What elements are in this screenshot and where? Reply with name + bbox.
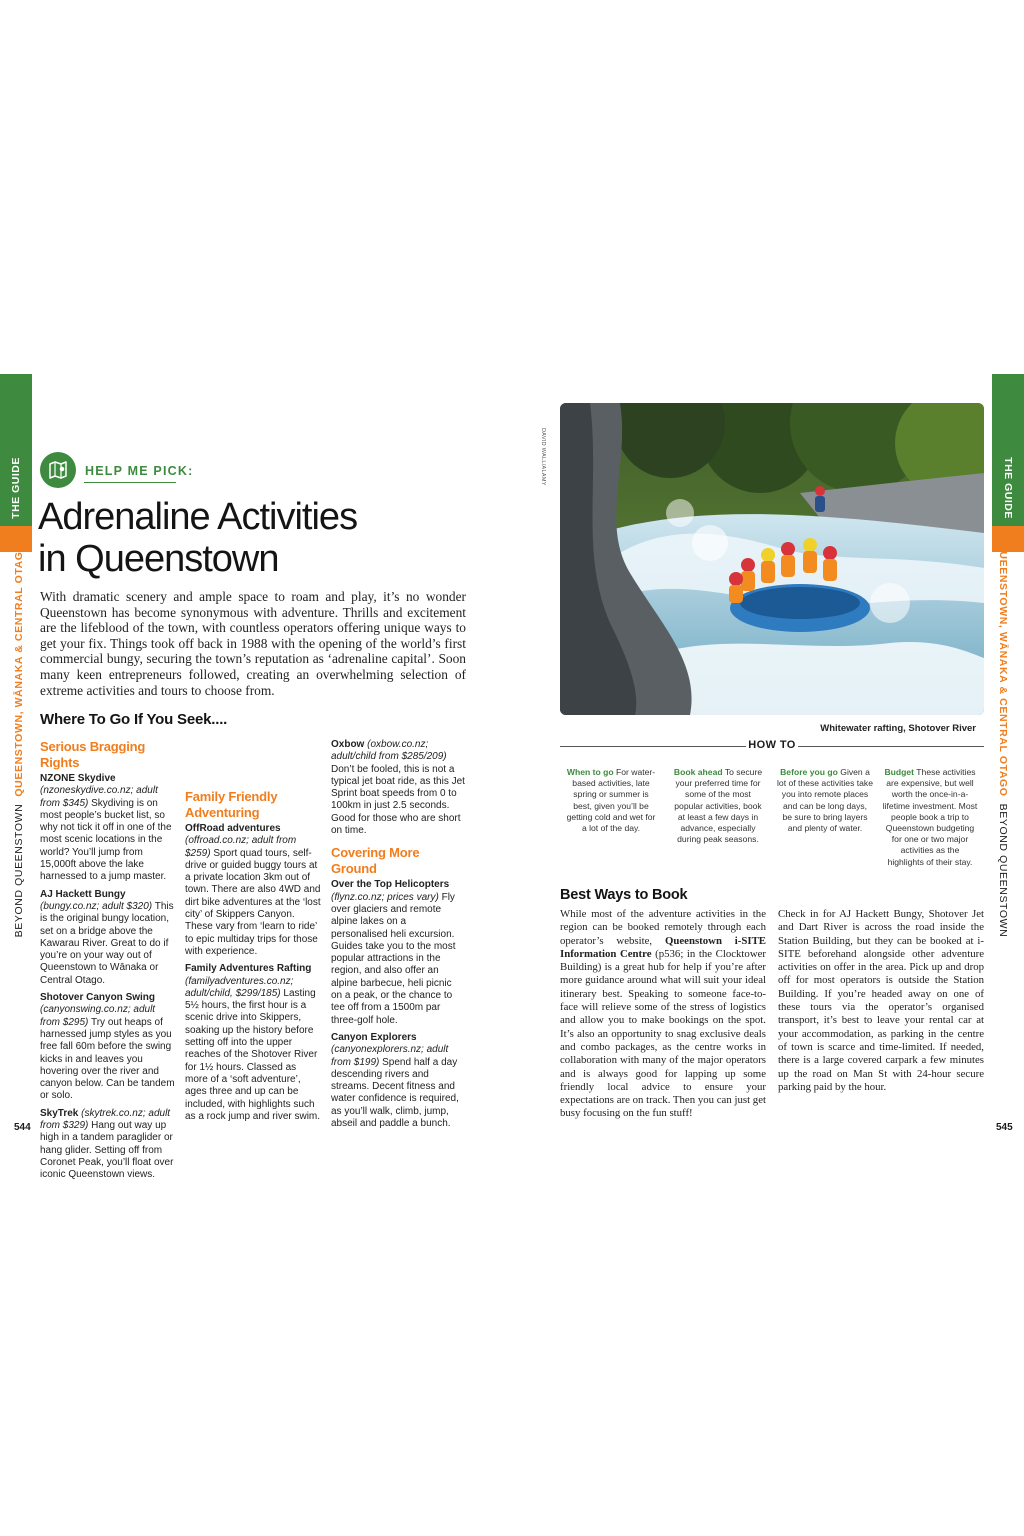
entry-family-rafting [185, 963, 321, 1123]
entry-canyon-explorers-info: (canyonexplorers.nz; adult from $199) [331, 1044, 449, 1068]
entry-oxbow [331, 739, 465, 837]
entry-heli [331, 879, 465, 1027]
entry-nzone-info: (nzoneskydive.co.nz; adult from $345) [40, 785, 158, 809]
entry-nzone-name: NZONE Skydive [40, 773, 116, 784]
photo-caption: Whitewater rafting, Shotover River [820, 723, 976, 734]
best-ways-isite: Queenstown i-SITE Information Centre [560, 934, 767, 960]
entry-aj-hackett-name: AJ Hackett Bungy [40, 888, 126, 900]
intro-paragraph: With dramatic scenery and ample space to roam and play, it’s no wonder Queenstown has become synonymous with adventure. Thrills and excitement are the lifeblood of the town, with countless operators offering unique ways to get your fix. Things took off back in 1988 with the opening of the world’s first commercial bungy, securing the town’s reputation as ‘adrenaline capital’. Soon many keen entrepreneurs followed, creating an overwhelming selection of extreme activities and tours to choose from. [40, 589, 466, 698]
entry-skytrek-info: (skytrek.co.nz; adult from $329) [40, 1107, 171, 1132]
entry-family-rafting-name: Family Adventures Rafting [185, 963, 312, 975]
entry-heli-name: Over the Top Helicopters [331, 879, 450, 891]
running-head-left-plain: BEYOND QUEENSTOWN [13, 803, 25, 938]
how-to-when-label: When to go [566, 767, 614, 777]
entry-shotover-swing-name: Shotover Canyon Swing [40, 992, 156, 1004]
entry-oxbow-name: Oxbow [331, 739, 365, 750]
entry-shotover-swing [40, 992, 176, 1103]
entry-heli-text: Fly over glaciers and remote alpine lakes on a personalised heli excursion. Guides take you to the most popular attractions in the region, and also offer an alpine barbecue, heli picnic on a peak, or the chance to tee off from a 1500m par three-golf hole. [331, 891, 456, 1026]
running-head-left-accent: QUEENSTOWN, WĀNAKA & CENTRAL OTAGO [13, 542, 25, 797]
entry-aj-hackett-info: (bungy.co.nz; adult $320) [40, 900, 153, 912]
how-to-when-text: For water-based activities, late spring or summer is best, given you’ll be getting cold and wet for a lot of the day. [566, 767, 656, 834]
entry-heli-info: (flynz.co.nz; prices vary) [331, 891, 439, 903]
page-number-left: 544 [14, 1122, 31, 1133]
section-heading-serious: Serious Bragging Rights [40, 739, 146, 770]
help-me-pick-badge [40, 452, 76, 488]
best-ways-col1-b: (p536; in the Clocktower Building) is a great hub for help if you’re after more guidance around what will suit your ideal itinerary best. Speaking to someone face-to-face will relieve some of the stress of logistics and allow you to make bookings on the spot. It’s also an opportunity to snag exclusive deals and combo packages, as the centre works in collaboration with many of the major operators and is always good for lapping up some friendly local advice to ensure your expectations are on track. Then you can just get busy focusing on the fun stuff! [560, 947, 766, 1120]
photo-credit: DAVID WALL/ALAMY [540, 428, 546, 486]
page-title-line2: in Queenstown [38, 538, 279, 580]
entry-skytrek [40, 1108, 176, 1182]
help-me-pick-rule [84, 482, 176, 483]
rafting-illustration [560, 403, 984, 715]
entry-aj-hackett-text: This is the original bungy location, set on a bridge above the Kawarau River. Great to do if you’re on your way out of Queenstown to Wānaka or Central Otago. [40, 900, 174, 986]
how-to-rule-right [798, 746, 984, 747]
entry-offroad-text: Sport quad tours, self-drive or guided buggy tours at a private location 3km out of town. There are also 4WD and dirt bike adventures at the ‘lost city’ of Skippers Canyon. These vary from ‘learn to ride’ to epic multiday trips for those with experience. [185, 847, 321, 957]
entry-offroad [185, 823, 321, 958]
entry-skytrek-text: Hang out way up high in a tandem paraglider or hang glider. Setting off from Coronet Peak, you’ll float over iconic Queenstown views. [40, 1120, 174, 1181]
how-to-before [777, 767, 873, 834]
how-to-budget [882, 767, 978, 868]
where-heading: Where To Go If You Seek.... [40, 711, 228, 728]
entry-canyon-explorers-text: Spend half a day descending rivers and streams. Decent fitness and water confidence is required, as you’ll walk, climb, jump, abseil and paddle a bunch. [331, 1056, 459, 1130]
how-to-budget-text: These activities are expensive, but well worth the once-in-a-lifetime investment. Most people book a trip to Queenstown budgeting for one or two major activities as the highlights of their stay. [882, 767, 978, 867]
running-head-right-accent: QUEENSTOWN, WĀNAKA & CENTRAL OTAGO [997, 542, 1009, 797]
running-head-left [13, 543, 25, 938]
how-to-before-label: Before you go [780, 767, 838, 777]
entry-skytrek-name: SkyTrek [40, 1107, 79, 1119]
entry-shotover-swing-info: (canyonswing.co.nz; adult from $295) [40, 1004, 156, 1028]
how-to-book-label: Book ahead [673, 767, 723, 777]
page-title-line1: Adrenaline Activities [38, 496, 358, 538]
how-to-budget-label: Budget [884, 767, 915, 777]
page-title [38, 496, 488, 580]
side-tab-left-label: THE GUIDE [10, 457, 22, 519]
entry-nzone [40, 773, 176, 884]
how-to-book-text: To secure your preferred time for some of the most popular activities, book at least a few days in advance, especially during peak seasons. [674, 767, 763, 845]
entry-nzone-text: Skydiving is on most people’s bucket list, so why not tick it off in one of the most scenic locations in the world? You’ll jump from 15,000ft above the lake harnessed to a jump master. [40, 797, 172, 883]
entry-family-rafting-info: (familyadventures.co.nz; adult/child, $299/185) [185, 975, 294, 999]
entry-offroad-info: (offroad.co.nz; adult from $259) [185, 835, 297, 859]
entry-canyon-explorers-name: Canyon Explorers [331, 1031, 417, 1043]
entry-canyon-explorers [331, 1032, 465, 1130]
entry-family-rafting-text: Lasting 5½ hours, the first hour is a scenic drive into Skippers, soaking up the history before setting off into the upper reaches of the Shotover River for 1½ hours. Classed as more of a ‘soft adventure’, ages three and up can be included, with highlights such as a rock jump and river swim. [185, 987, 321, 1122]
running-head-right-plain: BEYOND QUEENSTOWN [997, 803, 1009, 938]
side-tab-right-label: THE GUIDE [1002, 457, 1014, 519]
best-ways-column-1 [560, 908, 766, 1121]
best-ways-column-2: Check in for AJ Hackett Bungy, Shotover Jet and Dart River is across the road inside the Station Building, but they can be booked at i-SITE beforehand alongside other adventure activities on offer in the area. Pick up and drop off for most operators is outside the Station Building. If you’re headed away on one of these tours via the operator’s organised transport, it’s best to leave your rental car at your accommodation, as parking in the centre of town is scarce and time-limited. If needed, there is a large covered carpark a few minutes up the road on Man St with 24-hour secure parking paid by the hour. [778, 908, 984, 1093]
running-head-right [997, 543, 1009, 938]
how-to-when [563, 767, 659, 834]
how-to-rule-left [560, 746, 746, 747]
help-me-pick-label: HELP ME PICK: [85, 464, 194, 478]
page-number-right: 545 [996, 1122, 1013, 1133]
entry-offroad-name: OffRoad adventures [185, 823, 281, 834]
entry-aj-hackett [40, 889, 176, 987]
best-ways-col1-a: While most of the adventure activities in the region can be booked remotely through each operator’s website, [560, 908, 766, 947]
section-heading-family: Family Friendly Adventuring [185, 789, 278, 820]
best-ways-heading: Best Ways to Book [560, 887, 688, 903]
how-to-before-text: Given a lot of these activities take you into remote places and can be long days, be sure to bring layers and plenty of water. [777, 767, 874, 834]
section-heading-covering: Covering More Ground [331, 845, 420, 876]
rafting-photo [560, 403, 984, 715]
column-2 [185, 739, 321, 1128]
how-to-title: HOW TO [748, 739, 796, 751]
how-to-book [670, 767, 766, 845]
entry-oxbow-info: (oxbow.co.nz; adult/child from $285/209) [331, 739, 447, 763]
entry-shotover-swing-text: Try out heaps of harnessed jump styles as you free fall 60m before the swing kicks in and leaves you hovering over the river and canyon below. Can be tandem or solo. [40, 1016, 175, 1102]
column-1 [40, 739, 176, 1187]
column-3 [331, 739, 465, 1135]
map-pin-icon [48, 460, 68, 480]
entry-oxbow-text: Don’t be fooled, this is not a typical jet boat ride, as this Jet Sprint boat speeds from 0 to 100km in just 2.5 seconds. Good for those who are short on time. [331, 763, 465, 837]
